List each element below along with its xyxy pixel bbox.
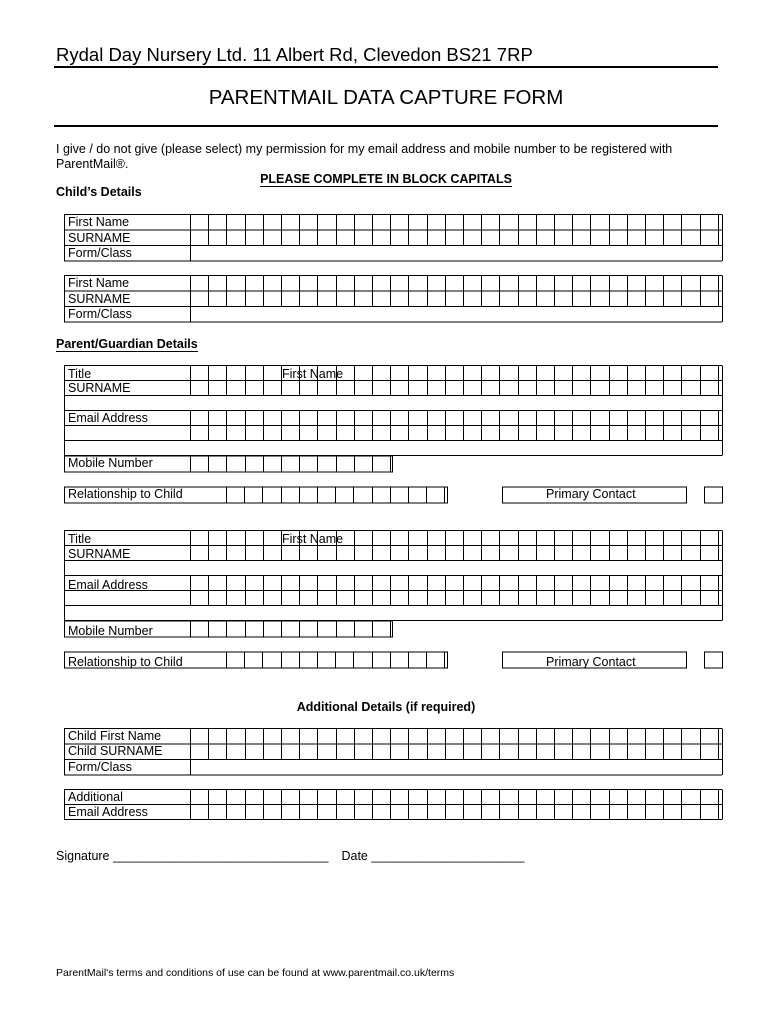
child1-surname-label: SURNAME bbox=[68, 231, 131, 245]
child2-surname-label: SURNAME bbox=[68, 292, 131, 306]
signature-row bbox=[56, 849, 524, 863]
block-capitals-note bbox=[54, 172, 718, 186]
guardian2-relationship-label: Relationship to Child bbox=[68, 655, 183, 669]
guardian1-email-label: Email Address bbox=[68, 411, 148, 425]
terms-footer: ParentMail's terms and conditions of use can be found at www.parentmail.co.uk/terms bbox=[56, 967, 455, 979]
date-label: Date bbox=[341, 849, 368, 863]
child2-form-class-label: Form/Class bbox=[68, 307, 132, 321]
guardian-details-heading: Parent/Guardian Details bbox=[56, 337, 198, 351]
additional-child-surname-label: Child SURNAME bbox=[68, 744, 163, 758]
additional-email-label-line1: Additional bbox=[68, 790, 123, 804]
guardian1-title-label: Title bbox=[68, 367, 92, 381]
nursery-address: Rydal Day Nursery Ltd. 11 Albert Rd, Clevedon BS21 7RP bbox=[56, 44, 533, 65]
additional-details-heading: Additional Details (if required) bbox=[296, 700, 476, 714]
additional-child-first-name-label: Child First Name bbox=[68, 729, 162, 743]
guardian1-surname-label: SURNAME bbox=[68, 381, 131, 395]
header-rule bbox=[54, 66, 718, 68]
child2-first-name-label: First Name bbox=[68, 276, 130, 290]
additional-email-label-line2: Email Address bbox=[68, 805, 148, 819]
form-title: PARENTMAIL DATA CAPTURE FORM bbox=[208, 86, 564, 109]
guardian1-primary-contact-label: Primary Contact bbox=[546, 487, 636, 501]
signature-label: Signature bbox=[56, 849, 110, 863]
title-rule bbox=[54, 125, 718, 127]
guardian1-relationship-label: Relationship to Child bbox=[68, 487, 183, 501]
childs-details-heading: Child’s Details bbox=[56, 185, 142, 199]
permission-statement: I give / do not give (please select) my permission for my email address and mobile number to be registered with ParentMail®. bbox=[56, 142, 673, 171]
child1-first-name-label: First Name bbox=[68, 215, 130, 229]
guardian1-first-name-label: First Name bbox=[282, 367, 344, 381]
child1-form-class-label: Form/Class bbox=[68, 246, 132, 260]
guardian1-mobile-label: Mobile Number bbox=[68, 456, 153, 470]
guardian1-box-primary-contact-checkbox[interactable] bbox=[705, 487, 723, 503]
guardian2-mobile-label: Mobile Number bbox=[68, 624, 153, 638]
guardian2-email-label: Email Address bbox=[68, 578, 148, 592]
guardian2-surname-label: SURNAME bbox=[68, 547, 131, 561]
date-line[interactable]: ______________________ bbox=[371, 849, 525, 863]
guardian2-first-name-label: First Name bbox=[282, 532, 344, 546]
guardian2-primary-contact-label: Primary Contact bbox=[546, 655, 636, 669]
additional-form-class-label: Form/Class bbox=[68, 760, 132, 774]
block-capitals-text: PLEASE COMPLETE IN BLOCK CAPITALS bbox=[260, 172, 512, 186]
guardian2-box-primary-contact-checkbox[interactable] bbox=[705, 652, 723, 668]
signature-line[interactable]: _______________________________ bbox=[113, 849, 329, 863]
guardian2-title-label: Title bbox=[68, 532, 92, 546]
